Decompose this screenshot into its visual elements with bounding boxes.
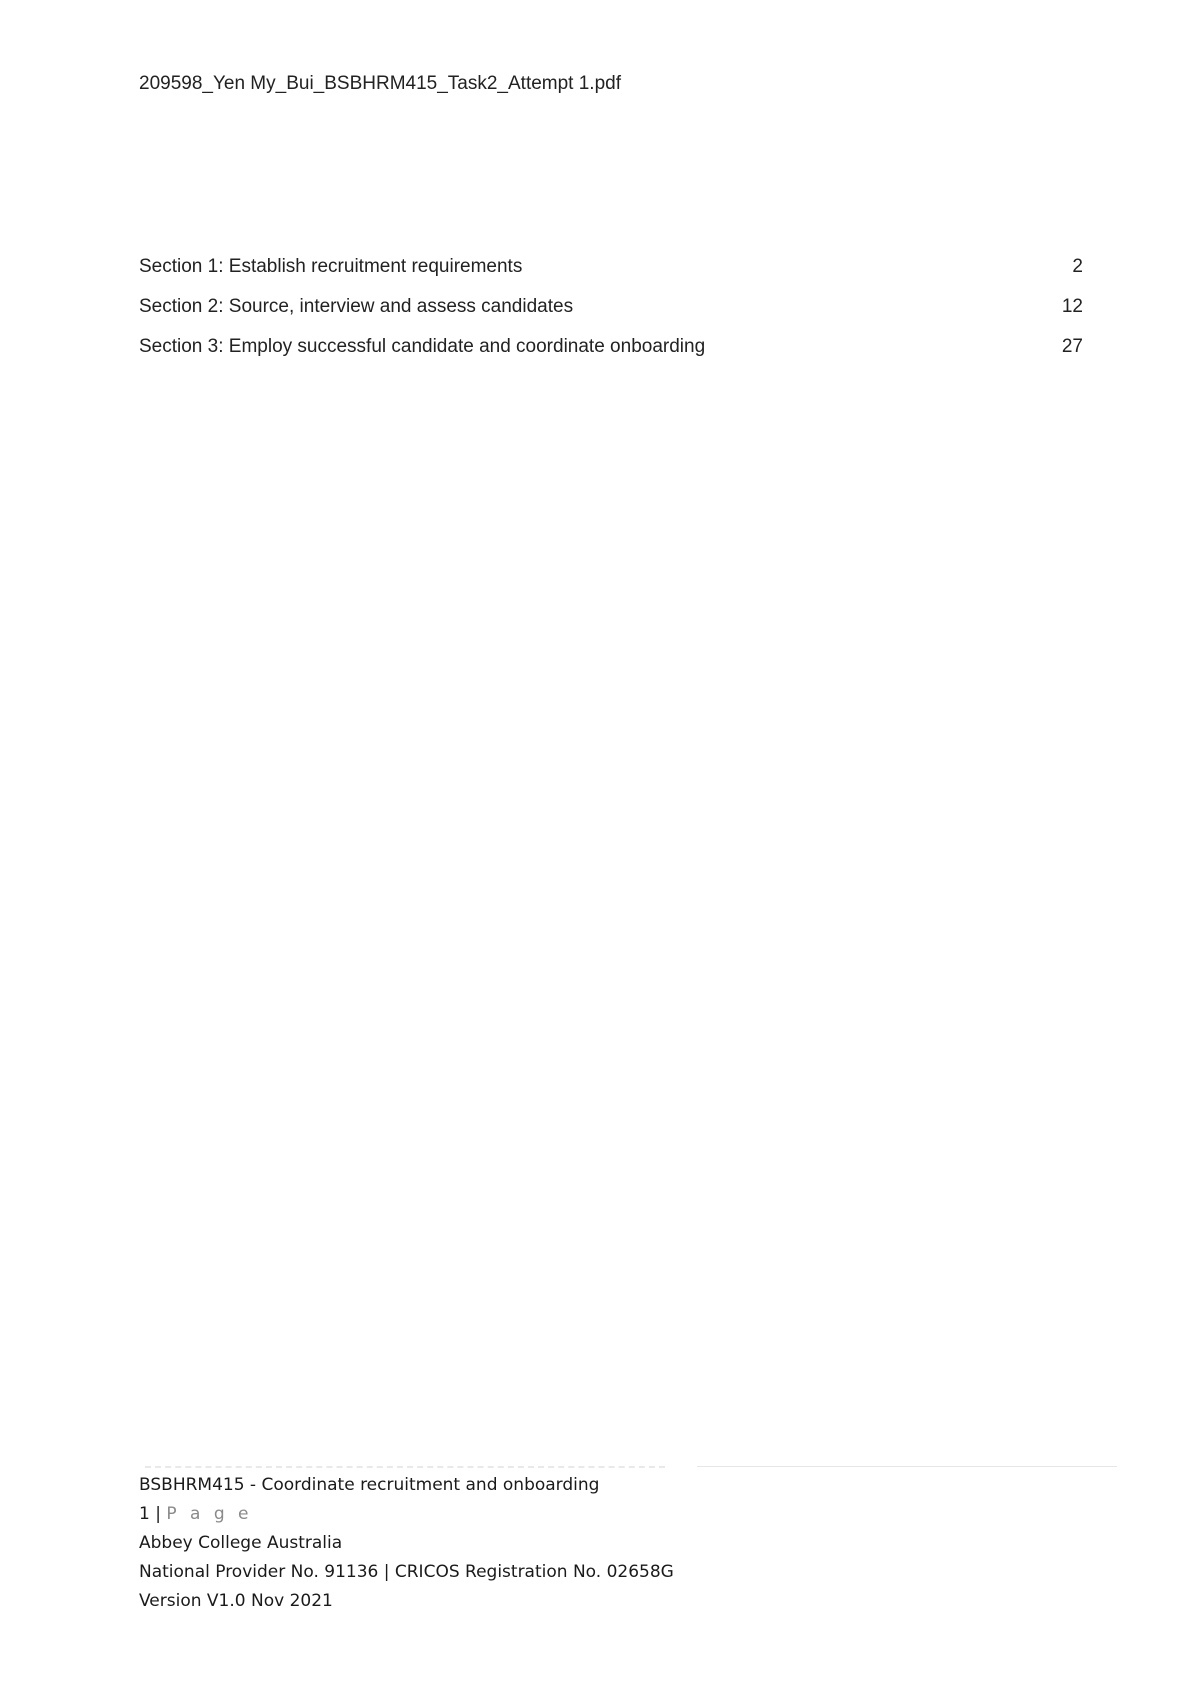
toc-entry-title: Section 1: Establish recruitment requirements bbox=[139, 256, 523, 277]
footer-page-indicator bbox=[139, 1500, 674, 1529]
footer-page-separator: | bbox=[155, 1504, 161, 1524]
footer-institution: Abbey College Australia bbox=[139, 1533, 343, 1553]
toc-entry-page: 27 bbox=[1061, 336, 1083, 357]
footer-divider-solid bbox=[697, 1466, 1117, 1467]
footer-divider-dashed bbox=[145, 1466, 665, 1468]
toc-entry-section-3[interactable] bbox=[139, 334, 1083, 374]
toc-entry-title: Section 2: Source, interview and assess candidates bbox=[139, 296, 574, 317]
toc-entry-page: 12 bbox=[1061, 296, 1083, 317]
page-footer bbox=[139, 1471, 674, 1616]
footer-version: Version V1.0 Nov 2021 bbox=[139, 1591, 333, 1611]
document-filename: 209598_Yen My_Bui_BSBHRM415_Task2_Attempt 1.pdf bbox=[139, 73, 621, 94]
toc-entry-section-1[interactable] bbox=[139, 254, 1083, 294]
toc-entry-section-2[interactable] bbox=[139, 294, 1083, 334]
toc-entry-page: 2 bbox=[1072, 256, 1083, 277]
toc-entry-title: Section 3: Employ successful candidate and coordinate onboarding bbox=[139, 336, 706, 357]
footer-registration: National Provider No. 91136 | CRICOS Registration No. 02658G bbox=[139, 1562, 674, 1582]
table-of-contents bbox=[139, 254, 1083, 374]
footer-page-number: 1 bbox=[139, 1504, 150, 1524]
footer-unit-title: BSBHRM415 - Coordinate recruitment and onboarding bbox=[139, 1475, 600, 1495]
footer-page-word: P a g e bbox=[166, 1504, 253, 1524]
